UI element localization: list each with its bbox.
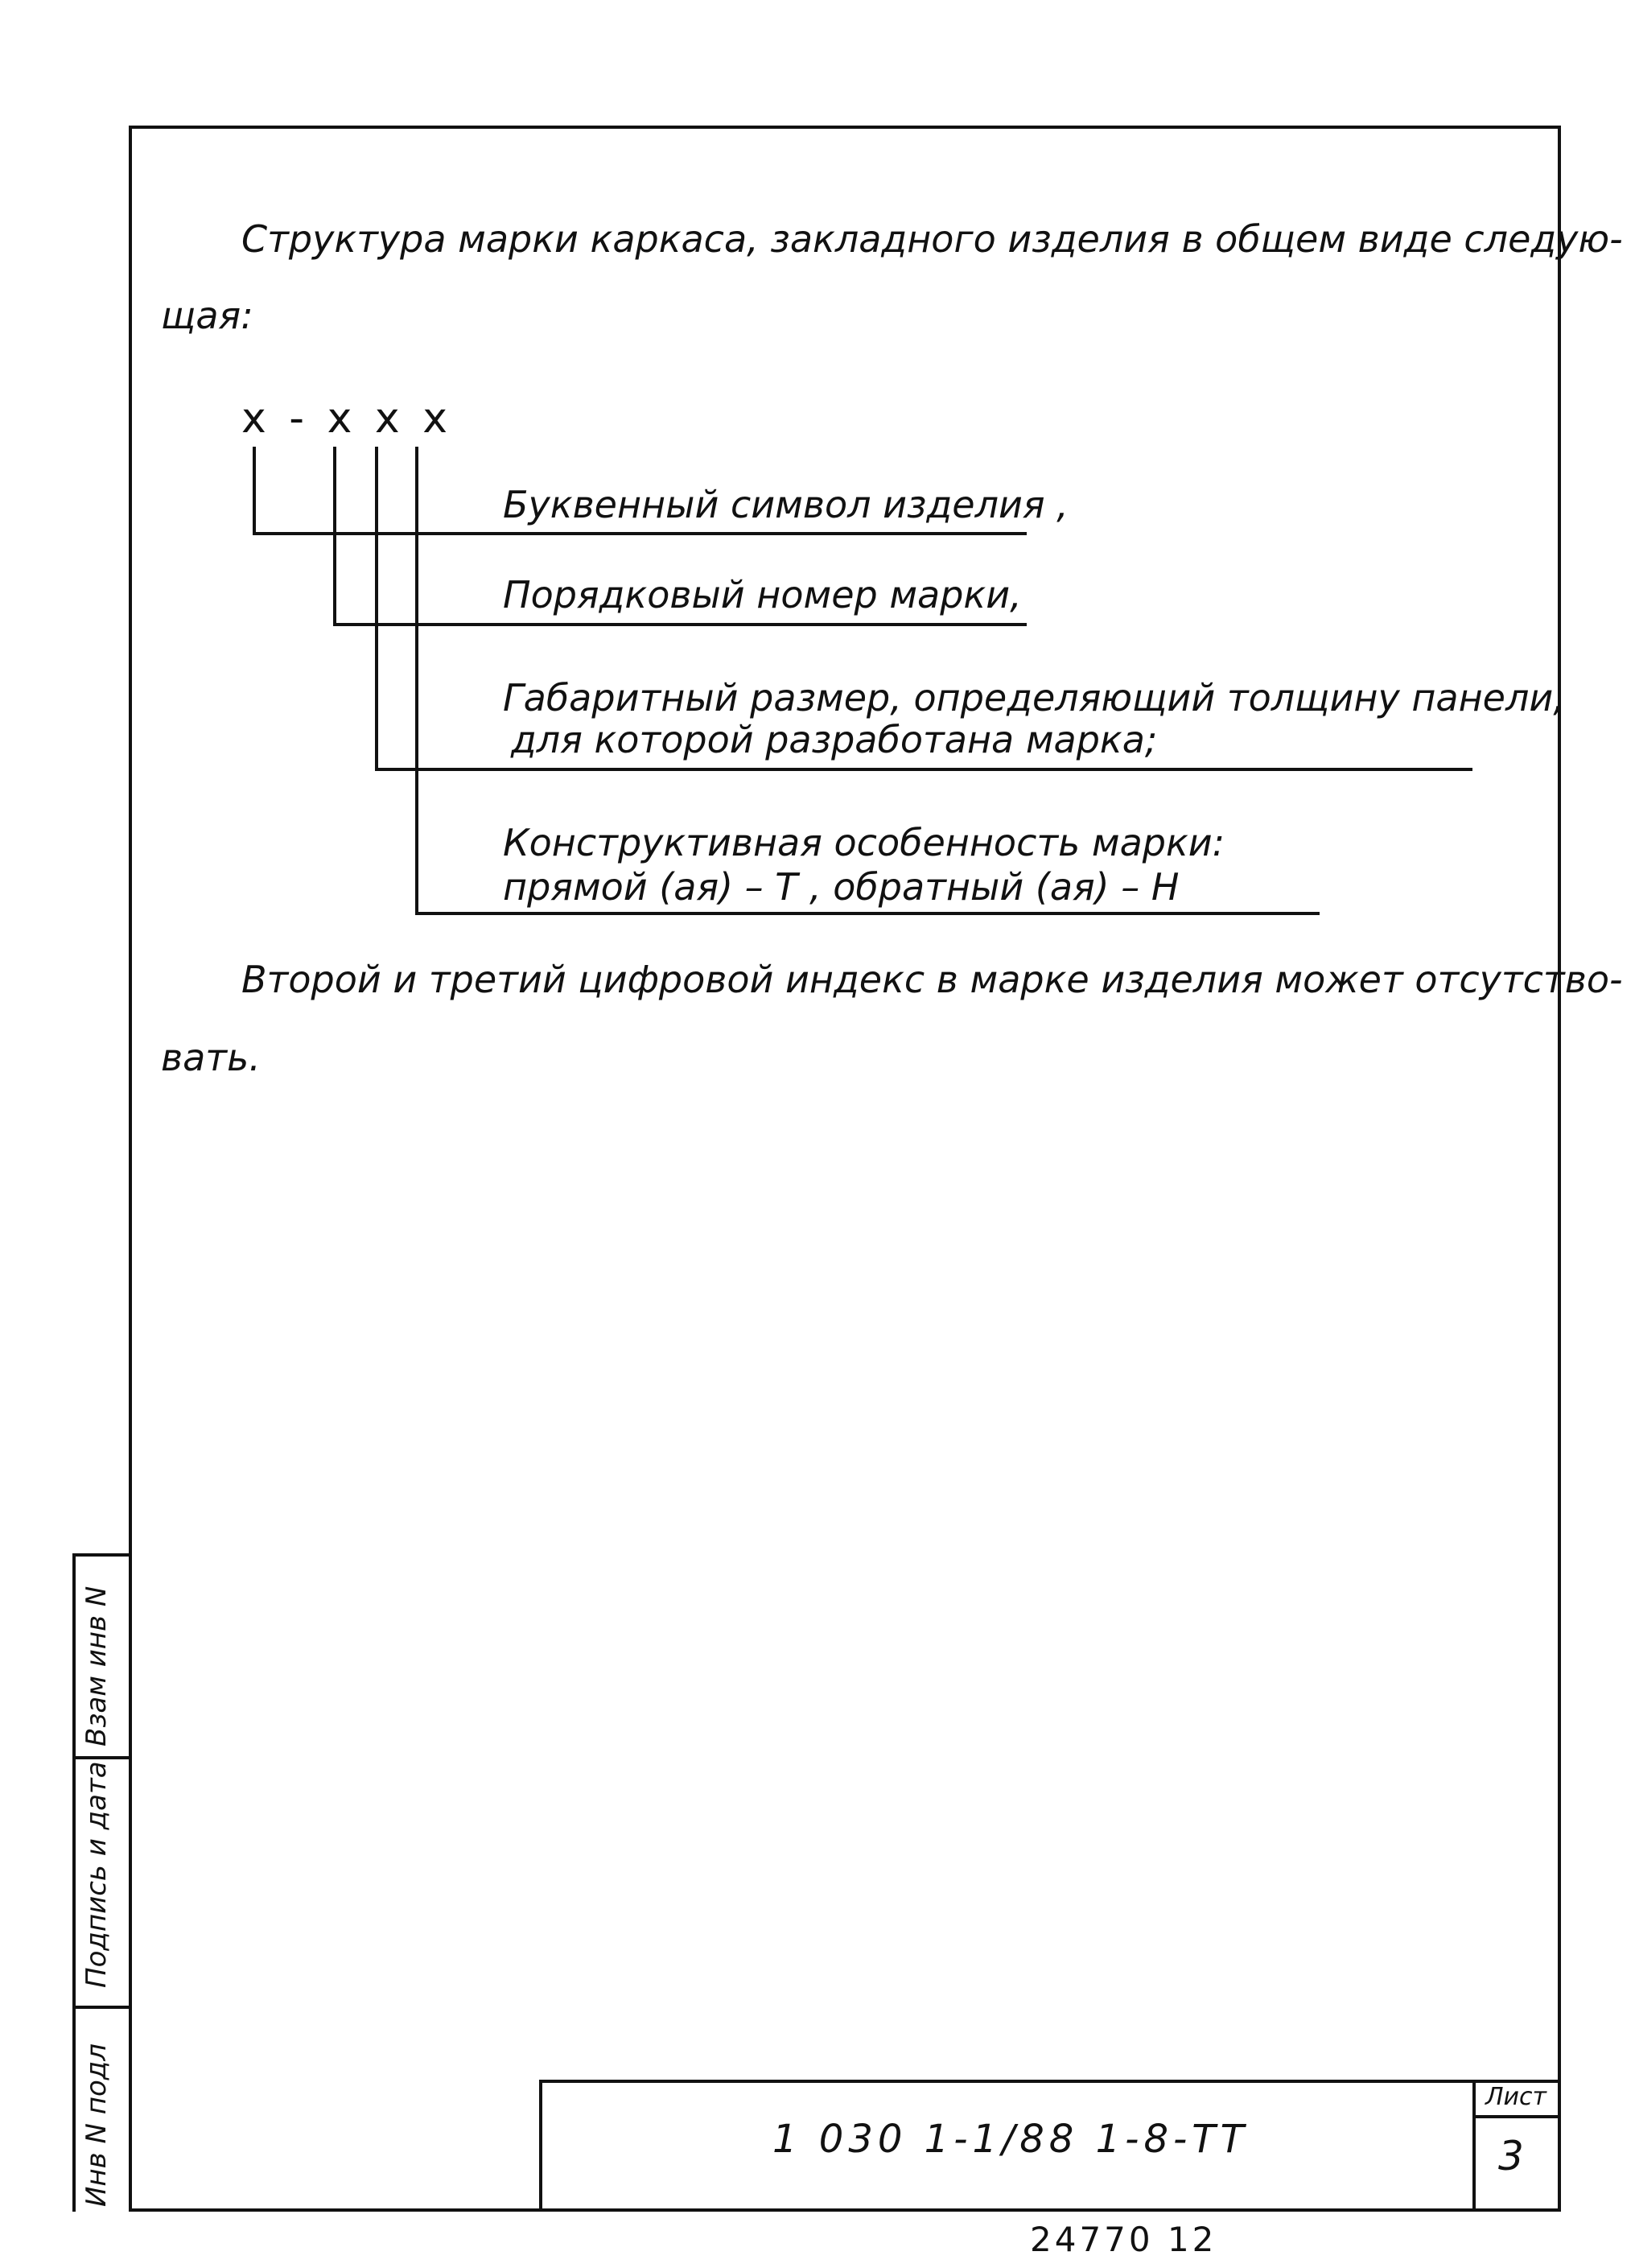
- sheet-label: Лист: [1485, 2083, 1547, 2111]
- label-overall-size-1: Габаритный размер, определяющий толщину панели,: [503, 676, 1565, 720]
- side-label-signature-date: Подпись и дата: [80, 1761, 113, 1988]
- archive-number: 24770 12: [1030, 2220, 1217, 2259]
- mark-pattern: x - x x x: [241, 394, 452, 443]
- side-stamp-divider-2: [72, 2006, 130, 2009]
- title-block-left-border: [539, 2080, 542, 2212]
- leader-2-horizontal: [333, 623, 1027, 626]
- label-overall-size-2: для которой разработана марка;: [511, 718, 1158, 761]
- label-letter-symbol: Буквенный символ изделия ,: [503, 483, 1069, 526]
- side-label-replacement: Взам инв N: [80, 1586, 113, 1746]
- leader-3-vertical: [375, 447, 378, 771]
- side-stamp-top-border: [72, 1553, 130, 1557]
- label-design-feature-2: прямой (ая) – Т , обратный (ая) – Н: [503, 865, 1180, 909]
- note-line-2: вать.: [161, 1036, 261, 1079]
- title-block-sheet-divider: [1472, 2080, 1476, 2212]
- leader-4-horizontal: [415, 912, 1320, 915]
- label-design-feature-1: Конструктивная особенность марки:: [503, 821, 1225, 864]
- leader-3-horizontal: [375, 768, 1472, 771]
- note-line-1: Второй и третий цифровой индекс в марке изделия может отсутство-: [241, 958, 1623, 1001]
- leader-1-vertical: [253, 447, 256, 535]
- leader-4-vertical: [415, 447, 418, 915]
- side-stamp-left-border: [72, 1553, 76, 2212]
- side-stamp-divider-1: [72, 1756, 130, 1759]
- document-code: 1 030 1-1/88 1-8-ТТ: [772, 2117, 1249, 2162]
- title-block-sheet-label-divider: [1472, 2115, 1561, 2118]
- leader-2-vertical: [333, 447, 336, 626]
- leader-1-horizontal: [253, 532, 1027, 535]
- side-label-inventory: Инв N подл: [80, 2043, 113, 2207]
- intro-line-1: Структура марки каркаса, закладного изделия в общем виде следую-: [241, 217, 1623, 261]
- intro-line-2: щая:: [161, 294, 253, 337]
- sheet-number: 3: [1498, 2133, 1524, 2179]
- label-serial-number: Порядковый номер марки,: [503, 573, 1022, 616]
- title-block-top-border: [539, 2080, 1561, 2083]
